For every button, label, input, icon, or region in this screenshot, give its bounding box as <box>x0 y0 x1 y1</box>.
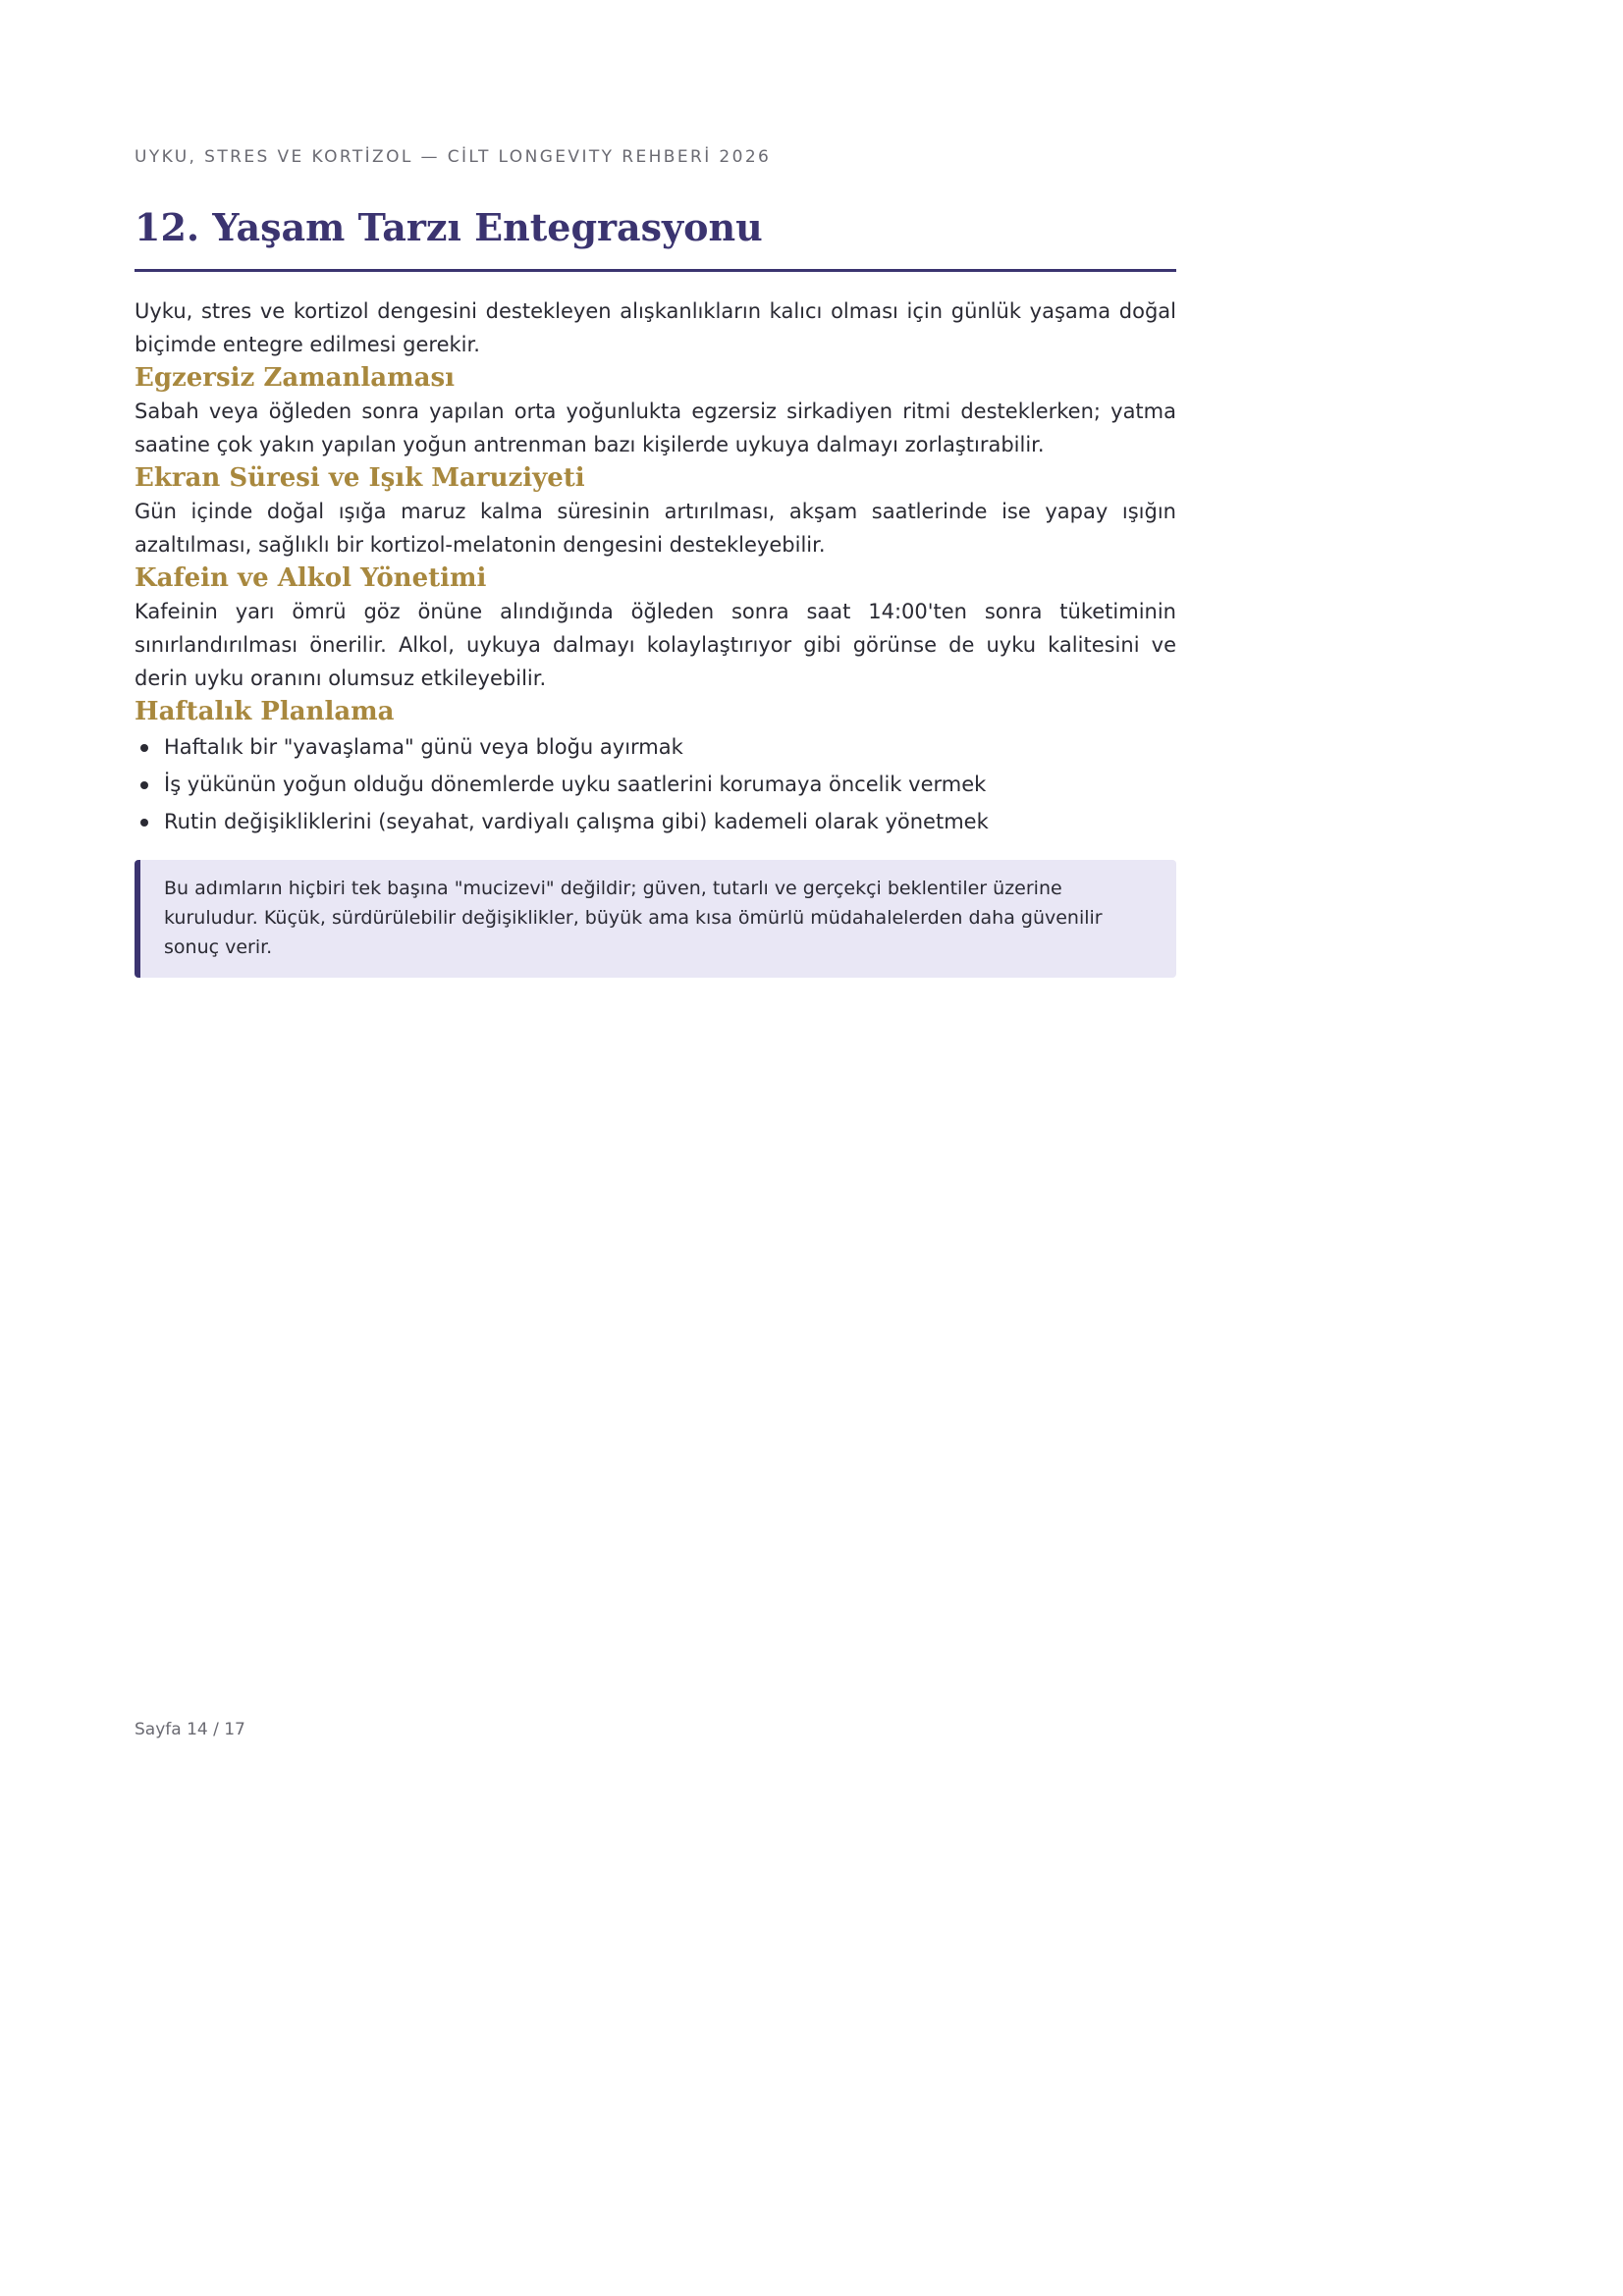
list-item: İş yükünün yoğun olduğu dönemlerde uyku saatlerini korumaya öncelik vermek <box>164 766 1176 803</box>
section-text-caffeine-alcohol: Kafeinin yarı ömrü göz önüne alındığında öğleden sonra saat 14:00'ten sonra tüketiminin sınırlandırılması önerilir. Alkol, uykuya dalmayı kolaylaştırıyor gibi görünse de uyku kalitesini ve derin uyku oranını olumsuz etkileyebilir. <box>135 600 1176 690</box>
section-heading-caffeine-alcohol: Kafein ve Alkol Yönetimi <box>135 563 487 593</box>
chapter-content <box>135 294 1176 978</box>
section-heading-screen-light: Ekran Süresi ve Işık Maruziyeti <box>135 463 585 493</box>
page-number: Sayfa 14 / 17 <box>135 1720 245 1739</box>
chapter-intro: Uyku, stres ve kortizol dengesini destekleyen alışkanlıkların kalıcı olması için günlük yaşama doğal biçimde entegre edilmesi gerekir. <box>135 299 1176 356</box>
list-item: Haftalık bir "yavaşlama" günü veya bloğu ayırmak <box>164 728 1176 766</box>
weekly-planning-list <box>135 728 1176 840</box>
chapter-title: 12. Yaşam Tarzı Entegrasyonu <box>135 200 1176 272</box>
section-text-screen-light: Gün içinde doğal ışığa maruz kalma süresinin artırılması, akşam saatlerinde ise yapay ışığın azaltılması, sağlıklı bir kortizol-melatonin dengesini destekleyebilir. <box>135 500 1176 557</box>
running-header: UYKU, STRES VE KORTİZOL — CİLT LONGEVITY REHBERİ 2026 <box>135 147 772 167</box>
list-item: Rutin değişikliklerini (seyahat, vardiyalı çalışma gibi) kademeli olarak yönetmek <box>164 803 1176 840</box>
callout-text: Bu adımların hiçbiri tek başına "mucizevi" değildir; güven, tutarlı ve gerçekçi beklentiler üzerine kuruludur. Küçük, sürdürülebilir değişiklikler, büyük ama kısa ömürlü müdahalelerden daha güvenilir sonuç verir. <box>164 878 1103 958</box>
section-heading-weekly-planning: Haftalık Planlama <box>135 697 395 726</box>
section-text-exercise-timing: Sabah veya öğleden sonra yapılan orta yoğunlukta egzersiz sirkadiyen ritmi desteklerken; yatma saatine çok yakın yapılan yoğun antrenman bazı kişilerde uykuya dalmayı zorlaştırabilir. <box>135 400 1176 456</box>
section-heading-exercise-timing: Egzersiz Zamanlaması <box>135 363 456 393</box>
note-callout <box>135 860 1176 978</box>
